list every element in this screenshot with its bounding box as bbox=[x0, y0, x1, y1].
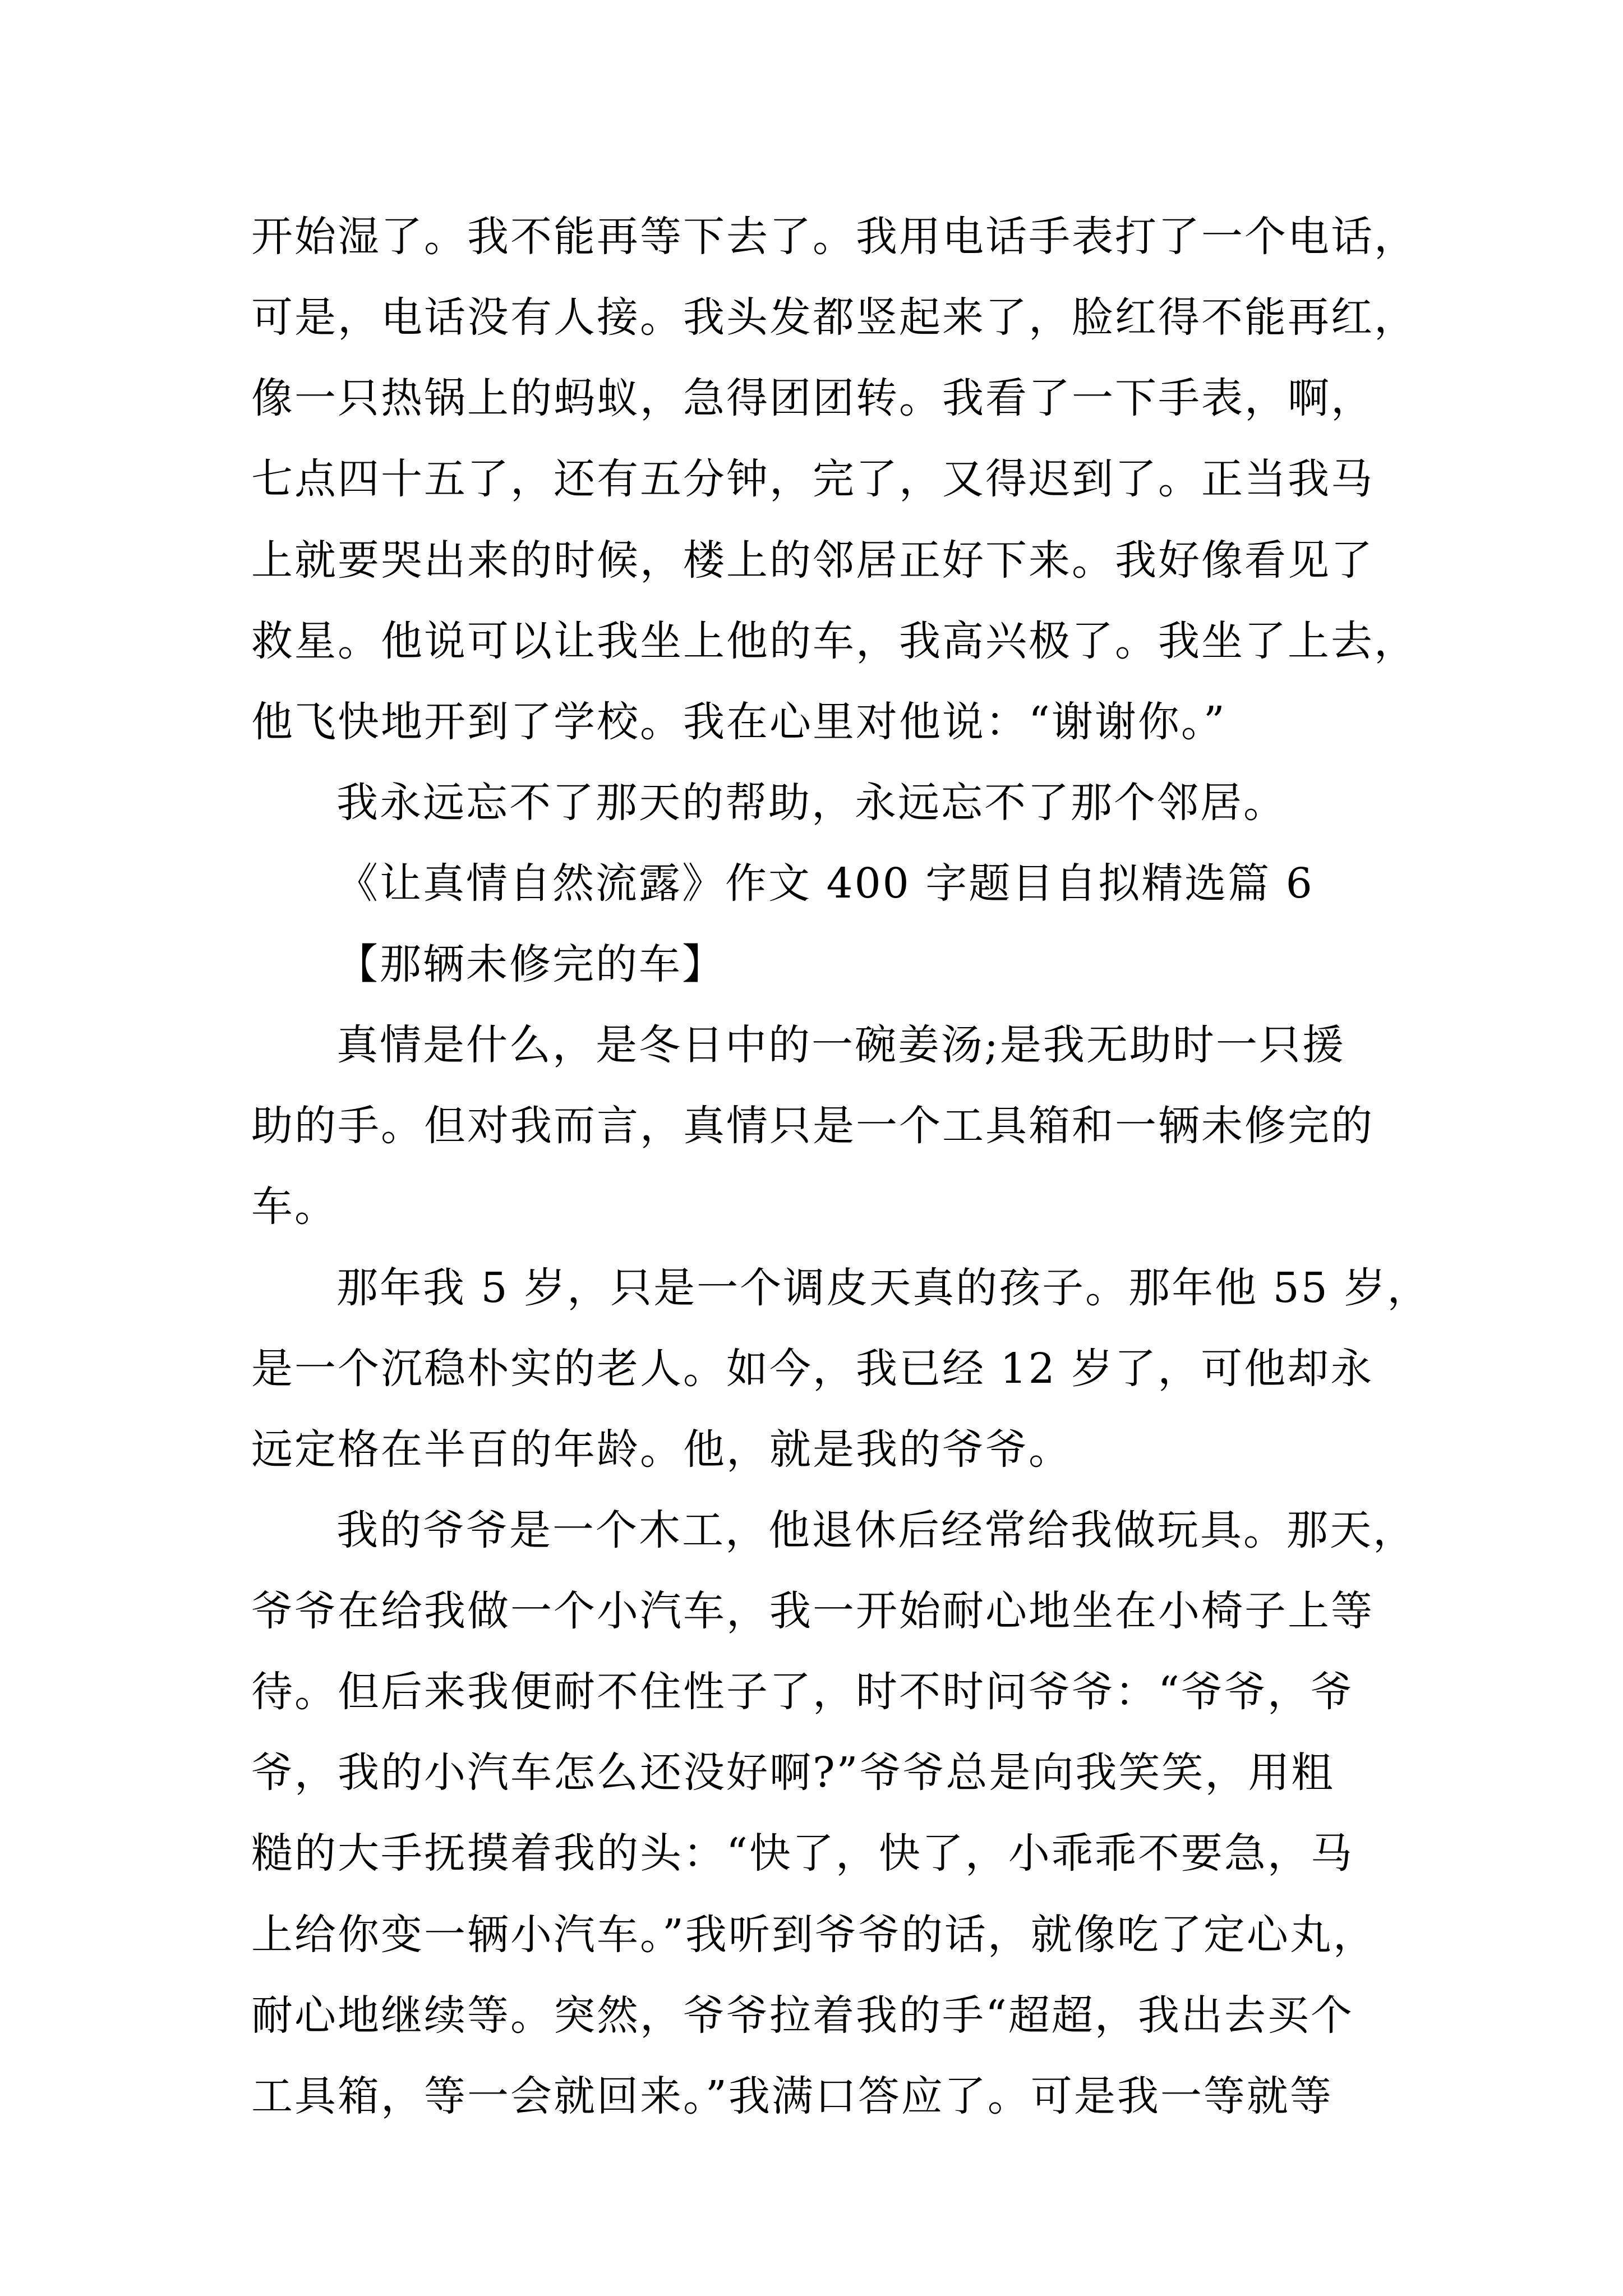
text-line-23: 耐心地继续等。突然，爷爷拉着我的手“超超，我出去买个 bbox=[251, 1991, 1354, 2040]
text-line-24: 工具箱，等一会就回来。”我满口答应了。可是我一等就等 bbox=[251, 2072, 1333, 2120]
section-heading: 《让真情自然流露》作文 400 字题目自拟精选篇 6 bbox=[336, 859, 1314, 908]
text-line-6: 救星。他说可以让我坐上他的车，我高兴极了。我坐了上去， bbox=[251, 617, 1417, 665]
text-line-14: 那年我 5 岁，只是一个调皮天真的孩子。那年他 55 岁， bbox=[336, 1264, 1431, 1312]
text-line-15: 是一个沉稳朴实的老人。如今，我已经 12 岁了，可他却永 bbox=[251, 1345, 1374, 1393]
text-line-13: 车。 bbox=[251, 1182, 338, 1231]
text-line-17: 我的爷爷是一个木工，他退休后经常给我做玩具。那天， bbox=[336, 1506, 1416, 1554]
text-line-11: 真情是什么，是冬日中的一碗姜汤;是我无助时一只援 bbox=[336, 1021, 1345, 1069]
text-line-19: 待。但后来我便耐不住性子了，时不时问爷爷：“爷爷，爷 bbox=[251, 1668, 1354, 1716]
text-line-1: 开始湿了。我不能再等下去了。我用电话手表打了一个电话， bbox=[251, 213, 1417, 261]
essay-title: 【那辆未修完的车】 bbox=[336, 940, 725, 988]
text-line-5: 上就要哭出来的时候，楼上的邻居正好下来。我好像看见了 bbox=[251, 536, 1374, 585]
text-line-4: 七点四十五了，还有五分钟，完了，又得迟到了。正当我马 bbox=[251, 455, 1374, 503]
paragraph-closing: 我永远忘不了那天的帮助，永远忘不了那个邻居。 bbox=[336, 779, 1287, 827]
text-line-7: 他飞快地开到了学校。我在心里对他说：“谢谢你。” bbox=[251, 698, 1227, 746]
text-line-12: 助的手。但对我而言，真情只是一个工具箱和一辆未修完的 bbox=[251, 1102, 1374, 1150]
text-line-3: 像一只热锅上的蚂蚁，急得团团转。我看了一下手表，啊， bbox=[251, 374, 1374, 422]
text-line-20: 爷，我的小汽车怎么还没好啊?”爷爷总是向我笑笑，用粗 bbox=[251, 1749, 1335, 1797]
text-line-2: 可是，电话没有人接。我头发都竖起来了，脸红得不能再红， bbox=[251, 293, 1417, 342]
text-line-22: 上给你变一辆小汽车。”我听到爷爷的话，就像吃了定心丸， bbox=[251, 1911, 1376, 1959]
text-line-16: 远定格在半百的年龄。他，就是我的爷爷。 bbox=[251, 1425, 1072, 1474]
text-line-18: 爷爷在给我做一个小汽车，我一开始耐心地坐在小椅子上等 bbox=[251, 1587, 1374, 1635]
text-line-21: 糙的大手抚摸着我的头：“快了，快了，小乖乖不要急，马 bbox=[251, 1829, 1354, 1878]
